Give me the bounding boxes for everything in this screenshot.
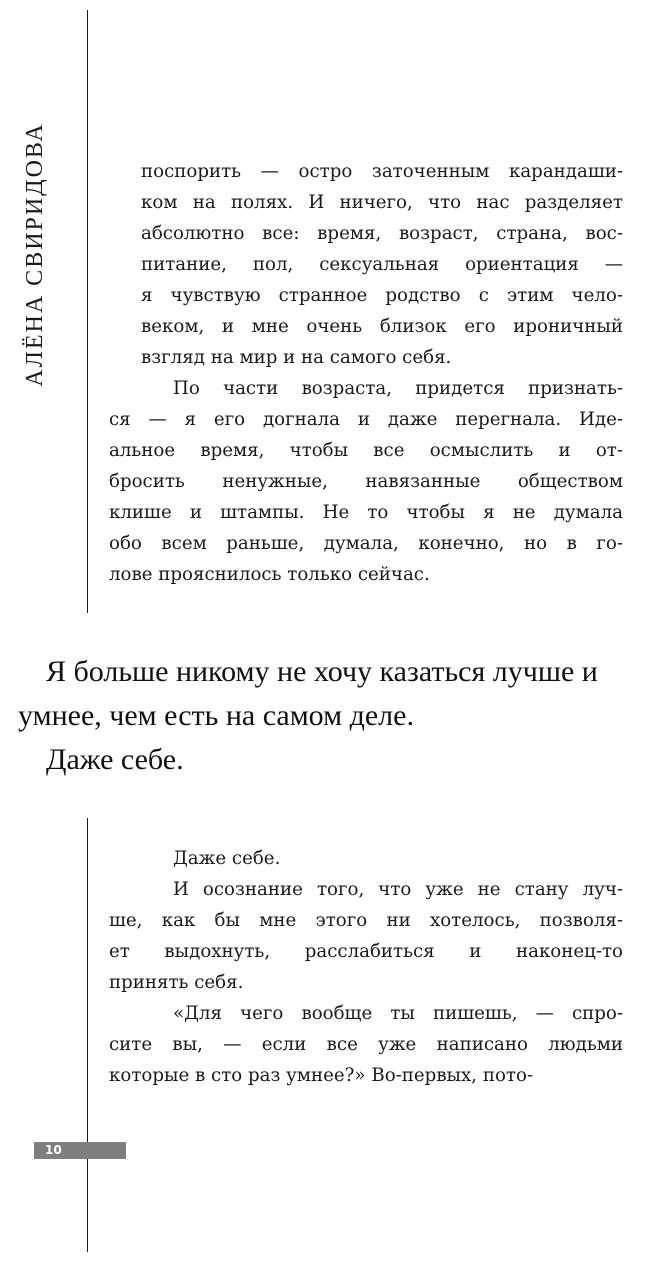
text-line: обо всем раньше, думала, конечно, но в го- [109,533,623,554]
running-head [12,120,58,388]
text-line: Даже себе. [173,848,281,869]
margin-rule-bottom [87,818,88,1252]
pull-quote-line-1 [18,650,668,694]
margin-rule-top [87,10,88,613]
text-line: альное время, чтобы все осмыслить и от- [109,440,623,461]
running-head-author: АЛЁНА СВИРИДОВА [21,121,48,387]
text-line: сите вы, — если все уже написано людьми [109,1034,623,1055]
paragraph [109,874,623,998]
text-line: взгляд на мир и на самого себя. [141,347,452,368]
text-line: ся — я его догнала и даже перегнала. Иде- [109,409,623,430]
page-number-bar [34,1142,126,1159]
text-line: поспорить — остро заточенным карандаши- [141,161,623,182]
body-column-bottom [109,843,623,1091]
pull-quote-line-2 [18,694,668,738]
body-column-top [109,156,623,590]
text-line: бросить ненужные, навязанные обществом [109,471,623,492]
text-line: По части возраста, придется признать- [173,378,623,399]
page-number: 10 [45,1143,62,1157]
pull-quote-text: Даже себе. [46,743,184,776]
paragraph [109,998,623,1091]
text-line: ше, как бы мне этого ни хотелось, позволя- [109,910,623,931]
pull-quote-text: Я больше никому не хочу казаться лучше и [46,655,598,688]
text-line: ет выдохнуть, расслабиться и наконец-то [109,941,623,962]
text-line: которые в сто раз умнее?» Во-первых, пото- [109,1065,534,1086]
paragraph [109,373,623,590]
pull-quote-text: умнее, чем есть на самом деле. [18,699,414,732]
text-line: «Для чего вообще ты пишешь, — спро- [173,1003,623,1024]
text-line: питание, пол, сексуальная ориентация — [141,254,623,275]
text-line: принять себя. [109,972,244,993]
text-line: я чувствую странное родство с этим чело- [141,285,623,306]
pull-quote-line-3 [18,738,668,782]
text-line: клише и штампы. Не то чтобы я не думала [109,502,623,523]
text-line: веком, и мне очень близок его ироничный [141,316,623,337]
text-line: лове прояснилось только сейчас. [109,564,430,585]
text-line: И осознание того, что уже не стану луч- [173,879,623,900]
paragraph [141,843,623,874]
text-line: ком на полях. И ничего, что нас разделяет [141,192,623,213]
text-line: абсолютно все: время, возраст, страна, вос- [141,223,623,244]
paragraph [141,156,623,373]
